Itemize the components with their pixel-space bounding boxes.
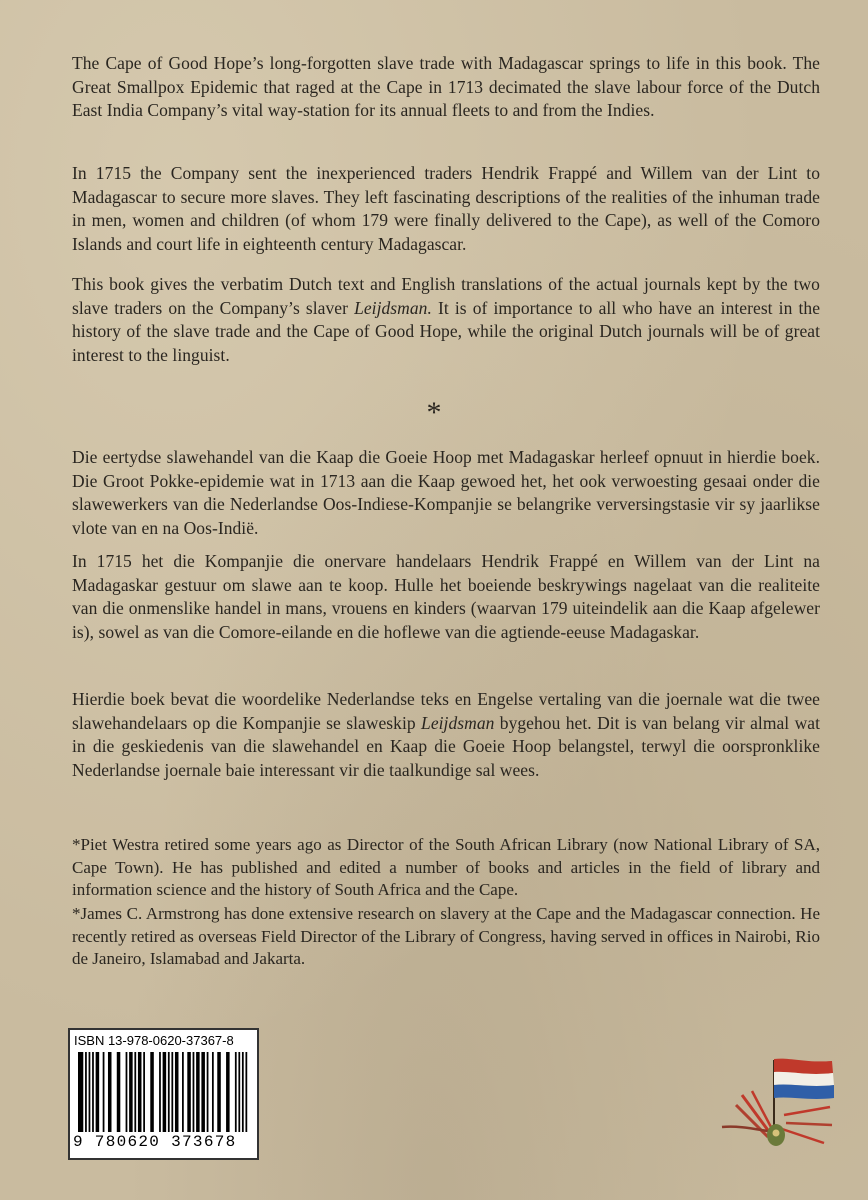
barcode-bar xyxy=(207,1052,209,1132)
barcode-bar xyxy=(126,1052,128,1132)
barcode-bar xyxy=(196,1052,200,1132)
barcode-bar xyxy=(138,1052,142,1132)
barcode-bars xyxy=(78,1052,249,1132)
barcode-bar xyxy=(168,1052,170,1132)
flag-emblem-icon xyxy=(712,1045,842,1155)
afrikaans-paragraph-3 xyxy=(72,688,820,782)
english-paragraph-2-text: In 1715 the Company sent the inexperienced traders Hendrik Frappé and Willem van der Lint to Madagascar to secure more slaves. They left fascinating descriptions of the realities of the inhuman trade in men, women and children (of whom 179 were finally delivered to the Cape), as well of the Comoro Islands and court life in eighteenth century Madagascar. xyxy=(72,163,820,254)
isbn-barcode xyxy=(68,1028,259,1160)
barcode-bar xyxy=(171,1052,173,1132)
afrikaans-paragraph-1-text: Die eertydse slawehandel van die Kaap die Goeie Hoop met Madagaskar herleef opnuut in hierdie boek. Die Groot Pokke-epidemie wat in 1713 aan die Kaap gewoed het, het ook verwoesting gesaai onder die slawewerkers van die Nederlandse Oos-Indiese-Kompanjie se belangrike verversingstasie vir sy jaarlikse vlote van en na Oos-Indië. xyxy=(72,447,820,538)
english-paragraph-3-text xyxy=(72,273,820,367)
barcode-bar xyxy=(108,1052,112,1132)
afrikaans-paragraph-2-text: In 1715 het die Kompanjie die onervare handelaars Hendrik Frappé en Willem van der Lint na Madagaskar gestuur om slawe aan te koop. Hulle het boeiende beskrywings nagelaat van die realiteite van die onmenslike handel in mans, vrouens en kinders (waarvan 179 uiteindelik aan die Kaap afgelewer is), sowel as van die Comore-eilande en die hoflewe van die agtiende-eeuse Madagaskar. xyxy=(72,551,820,642)
barcode-bar xyxy=(217,1052,221,1132)
afrikaans-ship-name: Leijdsman xyxy=(421,712,495,733)
barcode-bar xyxy=(193,1052,195,1132)
barcode-bar xyxy=(134,1052,136,1132)
barcode-bar xyxy=(242,1052,244,1132)
barcode-bar xyxy=(187,1052,191,1132)
english-paragraph-1-text: The Cape of Good Hope’s long-forgotten slave trade with Madagascar springs to life in this book. The Great Smallpox Epidemic that raged at the Cape in 1713 decimated the slave labour force of the Dutch East India Company’s vital way-station for its annual fleets to and from the Indies. xyxy=(72,53,820,120)
section-separator: * xyxy=(426,396,442,429)
barcode-bar xyxy=(129,1052,133,1132)
author-note-westra-text: *Piet Westra retired some years ago as Director of the South African Library (now National Library of SA, Cape Town). He has published and edited a number of books and articles in the field of library and information science and the history of South Africa and the Cape. xyxy=(72,835,820,899)
afrikaans-p3-before: Hierdie boek bevat die woordelike Nederlandse teks en Engelse vertaling van die joernale wat die twee slawehandelaars op die Kompanjie se slaweskip xyxy=(72,689,820,733)
english-p3-after: It is of importance to all who have an interest in the history of the slave trade and the Cape of Good Hope, while the original Dutch journals will be of great interest to the linguist. xyxy=(72,297,821,365)
barcode-bar xyxy=(78,1052,83,1132)
barcode-bar xyxy=(235,1052,237,1132)
afrikaans-p3-after: bygehou het. Dit is van belang vir almal wat in die geskiedenis van die slawehandel en Kaap die Goeie Hoop belangstel, terwyl die oorspronklike Nederlandse joernale baie interessant vir die taalkundige sal wees. xyxy=(72,712,820,780)
barcode-bar xyxy=(150,1052,154,1132)
barcode-bar xyxy=(117,1052,121,1132)
barcode-bar xyxy=(163,1052,167,1132)
barcode-bar xyxy=(245,1052,247,1132)
english-paragraph-2 xyxy=(72,162,820,256)
author-note-armstrong xyxy=(72,903,820,971)
isbn-label: ISBN 13-978-0620-37367-8 xyxy=(74,1033,234,1048)
barcode-bar xyxy=(103,1052,105,1132)
barcode-bar xyxy=(212,1052,214,1132)
barcode-bar xyxy=(96,1052,100,1132)
barcode-bar xyxy=(92,1052,94,1132)
afrikaans-paragraph-3-text xyxy=(72,688,820,782)
barcode-bar xyxy=(175,1052,179,1132)
barcode-bar xyxy=(238,1052,240,1132)
barcode-bar xyxy=(85,1052,87,1132)
english-paragraph-3 xyxy=(72,273,820,367)
barcode-digits: 9 780620 373678 xyxy=(73,1133,237,1151)
afrikaans-paragraph-1 xyxy=(72,446,820,540)
barcode-bar xyxy=(143,1052,145,1132)
english-ship-name: Leijdsman. xyxy=(354,297,432,318)
afrikaans-paragraph-2 xyxy=(72,550,820,644)
english-p3-before: This book gives the verbatim Dutch text and English translations of the actual journals kept by the two slave traders on the Company’s slaver xyxy=(72,274,820,318)
author-note-armstrong-text: *James C. Armstrong has done extensive research on slavery at the Cape and the Madagascar connection. He recently retired as overseas Field Director of the Library of Congress, having served in offices in Nairobi, Rio de Janeiro, Islamabad and Jakarta. xyxy=(72,904,820,968)
barcode-bar xyxy=(159,1052,161,1132)
barcode-bar xyxy=(182,1052,184,1132)
english-paragraph-1 xyxy=(72,52,820,123)
barcode-bar xyxy=(201,1052,205,1132)
barcode-bar xyxy=(89,1052,91,1132)
author-note-westra xyxy=(72,834,820,902)
barcode-bar xyxy=(226,1052,230,1132)
